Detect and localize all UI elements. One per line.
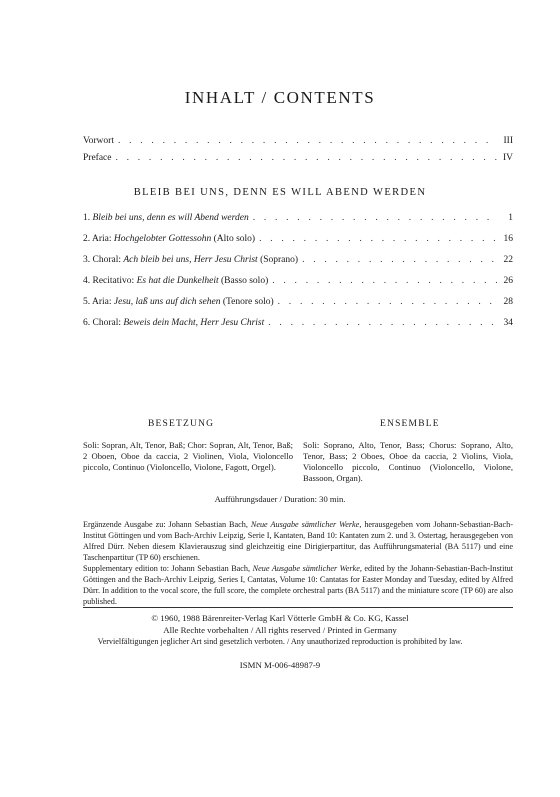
movement-voice: (Soprano) [260,255,299,265]
leader-dots [115,153,497,163]
movement-title: Bleib bei uns, denn es will Abend werden [92,213,249,223]
toc-page-number: 16 [503,234,513,244]
ensemble-heading: ENSEMBLE [380,419,440,429]
ensemble-text: Soli: Soprano, Alto, Tenor, Bass; Chorus: Soprano, Alto, Tenor, Bass; 2 Oboes, Oboe da caccia, 2 Violins, Viola, Violoncello piccolo, Continuo (Violoncello, Violone, Bassoon, Organ). [303,440,513,483]
note-text: Supplementary edition to: Johann Sebastian Bach, [83,564,253,573]
movement-type: Aria: [91,297,112,307]
leader-dots [302,255,497,265]
note-work-title: Neue Ausgabe sämtlicher Werke [252,564,360,573]
toc-entry-preface[interactable] [83,153,513,167]
note-text: , herausgegeben vom Johann-Sebastian-Bach-Institut Göttingen und vom Bach-Archiv Leipzig, Serie I, Kantaten, Band 10: Kantaten zum 2. und 3. Ostertag, herausgegeben von Alfred Dürr. Neben diesem Klavierauszug sind gleichzeitig eine Dirigierpartitur, das Aufführungsmaterial (BA 5117) und eine Taschenpartitur (TP 60) erschienen. [83,520,513,562]
movement-title: Es hat die Dunkelheit [136,276,219,286]
toc-entry-movement-2[interactable] [83,234,513,248]
movement-voice: (Alto solo) [213,234,256,244]
movement-number: 5. [83,297,91,307]
movement-voice: (Basso solo) [221,276,269,286]
toc-label: Vorwort [83,136,114,146]
movement-title: Hochgelobter Gottessohn [113,234,212,244]
toc-page-number: III [503,136,513,146]
toc-entry-vorwort[interactable] [83,136,513,150]
movement-heading [83,297,274,307]
toc-page-number: 26 [503,276,513,286]
movement-number: 3. [83,255,91,265]
movement-heading [83,276,268,286]
toc-label: Preface [83,153,112,163]
toc-page-number: 28 [503,297,513,307]
leader-dots [272,276,497,286]
movement-heading [83,318,264,328]
leader-dots [268,318,497,328]
movement-heading [83,213,249,223]
movement-type: Recitativo: [92,276,135,286]
movement-heading [83,255,298,265]
toc-page-number: 1 [508,213,513,223]
movement-title: Beweis dein Macht, Herr Jesu Christ [123,318,265,328]
toc-page-number: 34 [503,318,513,328]
movement-type: Choral: [92,318,121,328]
rights-notice: Alle Rechte vorbehalten / All rights reserved / Printed in Germany [163,625,397,635]
movement-number: 2. [83,234,91,244]
edition-note-english [83,563,513,607]
toc-entry-movement-5[interactable] [83,297,513,311]
cantata-title: BLEIB BEI UNS, DENN ES WILL ABEND WERDEN [133,187,427,198]
toc-page-number: 22 [503,255,513,265]
besetzung-text: Soli: Sopran, Alt, Tenor, Baß; Chor: Sopran, Alt, Tenor, Baß; 2 Oboen, Oboe da caccia, 2 Violinen, Viola, Violoncello piccolo, Continuo (Violoncello, Violone, Fagott, Orgel). [83,440,293,472]
besetzung-heading: BESETZUNG [148,419,215,429]
leader-dots [253,213,497,223]
toc-page-number: IV [502,153,513,163]
page-title: INHALT / CONTENTS [184,88,376,107]
edition-note-german [83,519,513,563]
note-text: Ergänzende Ausgabe zu: Johann Sebastian Bach, [83,520,251,529]
leader-dots [118,136,497,146]
copyright: © 1960, 1988 Bärenreiter-Verlag Karl Vötterle GmbH & Co. KG, Kassel [151,613,409,623]
movement-type: Aria: [91,234,112,244]
toc-entry-movement-1[interactable] [83,213,513,227]
reproduction-notice: Vervielfältigungen jeglicher Art sind gesetzlich verboten. / Any unauthorized reproduction is prohibited by law. [97,637,463,646]
leader-dots [278,297,497,307]
toc-entry-movement-4[interactable] [83,276,513,290]
ismn: ISMN M-006-48987-9 [239,660,321,670]
note-work-title: Neue Ausgabe sämtlicher Werke [250,520,360,529]
movement-number: 4. [83,276,91,286]
movement-number: 6. [83,318,91,328]
note-text: , edited by the Johann-Sebastian-Bach-Institut Göttingen and the Bach-Archiv Leipzig, Series I, Cantatas, Volume 10: Cantatas for Easter Monday and Tuesday, edited by Alfred Dürr. In addition to the vocal score, the full score, the complete orchestral parts (BA 5117) and the miniature score (TP 60) are also published. [83,564,513,606]
movement-title: Jesu, laß uns auf dich sehen [113,297,221,307]
toc-entry-movement-3[interactable] [83,255,513,269]
toc-entry-movement-6[interactable] [83,318,513,332]
movement-number: 1. [83,213,91,223]
performance-duration: Aufführungsdauer / Duration: 30 min. [214,494,346,504]
movement-heading [83,234,255,244]
movement-title: Ach bleib bei uns, Herr Jesu Christ [123,255,258,265]
movement-voice: (Tenore solo) [222,297,274,307]
divider [83,607,513,608]
leader-dots [259,234,497,244]
movement-type: Choral: [92,255,121,265]
